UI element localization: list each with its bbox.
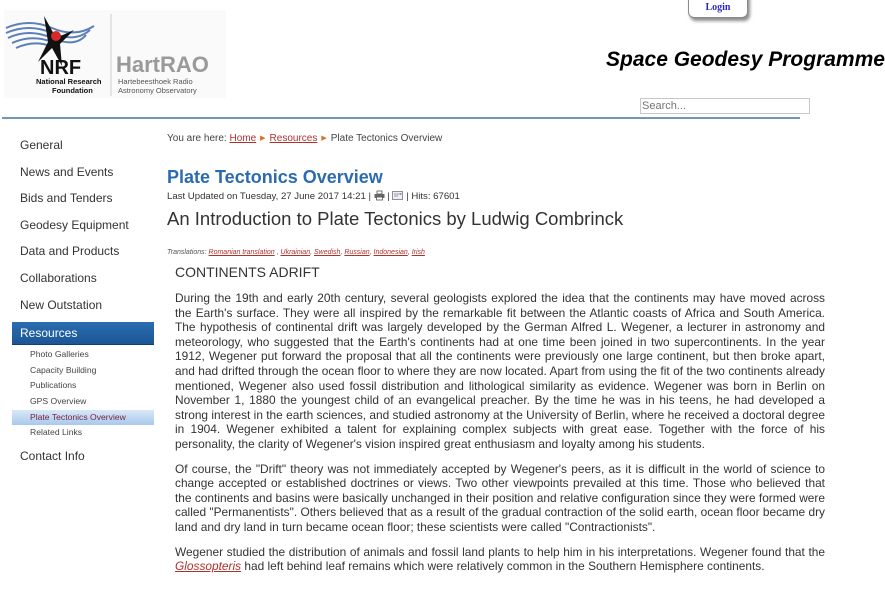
sidebar-item-collaborations[interactable]: Collaborations	[20, 270, 97, 285]
translation-link-irish[interactable]: Irish	[411, 249, 425, 256]
meta-separator: |	[368, 191, 371, 202]
svg-text:Astronomy Observatory: Astronomy Observatory	[118, 86, 197, 95]
svg-text:Hartebeesthoek Radio: Hartebeesthoek Radio	[118, 77, 193, 86]
sidebar-item-new-outstation[interactable]: New Outstation	[20, 297, 103, 312]
sidebar-item-general[interactable]: General	[20, 138, 63, 152]
breadcrumb-home-link[interactable]: Home	[229, 133, 257, 144]
site-header	[0, 0, 885, 118]
translation-link-russian[interactable]: Russian	[344, 249, 370, 256]
breadcrumb-arrow-icon: ▶	[321, 135, 327, 142]
paragraph-text: Wegener studied the distribution of animals and fossil land plants to help him in his interpretations. Wegener found that the	[175, 544, 825, 559]
article-paragraph	[175, 545, 825, 574]
subnav-item-related-links[interactable]: Related Links	[30, 427, 83, 438]
translation-link-swedish[interactable]: Swedish	[313, 249, 341, 256]
sidebar-item-resources[interactable]: Resources	[12, 322, 154, 345]
subnav-item-capacity-building[interactable]: Capacity Building	[30, 364, 97, 375]
main-content	[167, 130, 827, 584]
translation-link-indonesian[interactable]: Indonesian	[373, 249, 408, 256]
login-button[interactable]: Login	[688, 0, 748, 18]
subnav-item-publications[interactable]: Publications	[30, 380, 77, 391]
svg-text:Foundation: Foundation	[52, 86, 93, 95]
breadcrumb-arrow-icon: ▶	[260, 135, 266, 142]
translation-link-romanian[interactable]: Romanian translation	[208, 249, 275, 256]
nrf-hartrao-logo[interactable]	[4, 10, 226, 98]
header-divider	[2, 117, 800, 119]
print-icon[interactable]	[374, 191, 385, 204]
translations-label: Translations:	[167, 249, 207, 256]
breadcrumb-resources-link[interactable]: Resources	[269, 133, 318, 144]
glossopteris-link[interactable]: Glossopteris	[175, 559, 242, 574]
sidebar-item-news-and-events[interactable]: News and Events	[20, 164, 114, 179]
article-meta	[167, 191, 827, 203]
breadcrumb-prefix: You are here:	[167, 133, 227, 144]
search-input[interactable]	[640, 98, 810, 114]
section-heading: CONTINENTS ADRIFT	[175, 264, 320, 280]
svg-text:NRF: NRF	[40, 57, 82, 79]
breadcrumb	[167, 130, 827, 148]
sidebar-item-data-and-products[interactable]: Data and Products	[20, 244, 120, 259]
sidebar-nav	[12, 132, 154, 469]
last-updated: Last Updated on Tuesday, 27 June 2017 14:21	[167, 191, 366, 202]
site-title: Space Geodesy Programme	[606, 48, 885, 71]
translations-line: Translations: Romanian translation , Ukrainian, Swedish, Russian, Indonesian, Irish	[167, 249, 425, 256]
subnav-item-gps-overview[interactable]: GPS Overview	[30, 395, 87, 406]
svg-text:HartRAO: HartRAO	[116, 52, 209, 77]
paragraph-text: had left behind leaf remains which were relatively common in the Southern Hemisphere continents.	[241, 559, 765, 574]
article-paragraph: During the 19th and early 20th century, several geologists explored the idea that the continents may have moved across the Earth's surface. They were all inspired by the remarkable fit between the Atlantic coasts of Africa and South America. The hypothesis of continental drift was largely developed by the German Alfred L. Wegener, a lecturer in astronomy and meteorology, who suggested that the Earth's continents had at one time been joined in two supercontinents. In the year 1912, Wegener put forward the proposal that all the continents were previously one large continent, but then broke apart, and had drifted through the ocean floor to where they are now located. Apart from using the fit of the two continents already mentioned, Wegener also used fossil distribution and lithological similarity as evidence. Wegener was born in Berlin on November 1, 1880 the youngest child of an evangelical preacher. By the time he was in his teens, he had developed a strong interest in the earth sciences, and studied astronomy at the University of Berlin, where he received a doctoral degree in 1904. Wegener exhibited a talent for explaining complex subjects with great ease. Together with the force of his personality, the clarity of Wegener's vision inspired great enthusiasm and loyalty among his students.	[175, 291, 825, 451]
hits-count: Hits: 67601	[411, 191, 460, 202]
sidebar-subnav-resources	[12, 345, 154, 441]
meta-separator: |	[387, 191, 390, 202]
subnav-item-plate-tectonics-overview[interactable]: Plate Tectonics Overview	[12, 410, 154, 426]
logo-red-dot-icon	[51, 31, 61, 41]
article-paragraph: Of course, the "Drift" theory was not immediately accepted by Wegener's peers, as it is difficult in the world of science to change accepted or established doctrines or views. Two other viewpoints prevailed at this time. Those who believed that the continents and basins were basically unchanged in their position and relative configuration since they were formed were called "Permanentists". Others believed that as a result of the gradual contraction of the solid earth, ocean floor became dry land and dry land in turn became ocean floor; these scientists were called "Contractionists".	[175, 461, 825, 534]
sidebar-item-contact-info[interactable]: Contact Info	[20, 448, 85, 463]
sidebar-item-geodesy-equipment[interactable]: Geodesy Equipment	[20, 217, 129, 232]
article-body	[167, 291, 825, 574]
translation-link-ukrainian[interactable]: Ukrainian	[280, 249, 311, 256]
page-title[interactable]: Plate Tectonics Overview	[167, 167, 383, 187]
article-title: An Introduction to Plate Tectonics by Ludwig Combrinck	[167, 208, 624, 229]
sidebar-item-bids-and-tenders[interactable]: Bids and Tenders	[20, 191, 113, 206]
email-icon[interactable]	[392, 191, 403, 204]
meta-separator: |	[406, 191, 409, 202]
breadcrumb-current: Plate Tectonics Overview	[330, 133, 443, 144]
subnav-item-photo-galleries[interactable]: Photo Galleries	[30, 349, 89, 360]
svg-text:National Research: National Research	[36, 77, 102, 86]
